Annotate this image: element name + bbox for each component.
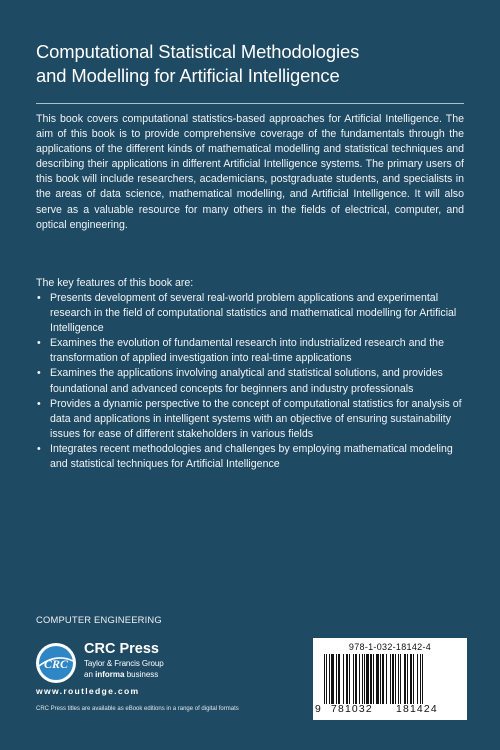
isbn-number: 978-1-032-18142-4 xyxy=(348,642,432,652)
barcode-bar xyxy=(338,654,340,704)
barcode-digit-group-2: 181424 xyxy=(396,704,438,715)
barcode-bar xyxy=(376,654,379,704)
publisher-business xyxy=(84,670,158,679)
feature-item: • Examines the applications involving analytical and statistical solutions, and provides foundational and advanced concepts for beginners and industry professionals xyxy=(36,366,464,396)
publisher-name: CRC Press xyxy=(84,641,159,657)
barcode-bar xyxy=(359,654,360,704)
barcode-bar xyxy=(355,654,357,704)
business-brand: informa xyxy=(95,670,125,679)
barcode-bar xyxy=(395,654,396,704)
barcode-bar xyxy=(420,654,421,704)
ebook-note: CRC Press titles are available as eBook editions in a range of digital formats xyxy=(36,706,239,712)
barcode-bar xyxy=(362,654,363,704)
title-line-2: and Modelling for Artificial Intelligence xyxy=(36,65,340,86)
subject-category: COMPUTER ENGINEERING xyxy=(36,614,162,625)
barcode-bar xyxy=(343,654,344,704)
publisher-website: www.routledge.com xyxy=(36,686,140,696)
barcode-bar xyxy=(390,654,391,704)
barcode-bar xyxy=(373,654,374,704)
barcode-bar xyxy=(410,654,412,704)
barcode-bar xyxy=(349,654,350,704)
barcode-bar xyxy=(417,654,418,704)
barcode-bar xyxy=(392,654,394,704)
barcode-bar xyxy=(407,654,408,704)
barcode-bar xyxy=(400,654,401,704)
barcode-bar xyxy=(353,654,354,704)
barcode-bar xyxy=(404,654,406,704)
barcode-bars xyxy=(322,654,458,704)
barcode-bar xyxy=(331,654,334,704)
barcode-bar xyxy=(336,654,337,704)
barcode-bar xyxy=(364,654,365,704)
barcode-bar xyxy=(324,654,325,704)
barcode-bar xyxy=(386,654,387,704)
barcode-bar xyxy=(329,654,330,704)
book-title xyxy=(36,40,456,88)
feature-item: • Presents development of several real-world problem applications and experimental research in the field of computational statistics and mathematical modelling for Artificial Intelligence xyxy=(36,291,464,336)
feature-item: • Integrates recent methodologies and challenges by employing mathematical modeling and statistical techniques for Artificial Intelligence xyxy=(36,442,464,472)
barcode-bar xyxy=(370,654,372,704)
isbn-barcode xyxy=(313,638,467,720)
barcode-bar xyxy=(398,654,399,704)
feature-item: • Provides a dynamic perspective to the concept of computational statistics for analysis of data and applications in intelligent systems with an objective of ensuring sustainability issues for ease of different stakeholders in various fields xyxy=(36,397,464,442)
crc-logo-text: CRC xyxy=(43,657,69,671)
business-suffix: business xyxy=(126,670,159,679)
barcode-digit-group-1: 781032 xyxy=(331,704,373,715)
features-list xyxy=(36,291,464,472)
barcode-bar xyxy=(382,654,384,704)
book-description: This book covers computational statistics-based approaches for Artificial Intelligence. The aim of this book is to provide comprehensive coverage of the fundamentals through the applications of the different kinds of mathematical modelling and statistical techniques and describing their applications in different Artificial Intelligence systems. The primary users of this book will include researchers, academicians, postgraduate students, and specialists in the areas of data science, mathematical modelling, and Artificial Intelligence. It will also serve as a valuable resource for many others in the fields of electrical, computer, and optical engineering. xyxy=(36,113,464,231)
barcode-bar xyxy=(326,654,327,704)
barcode-digit-first: 9 xyxy=(315,704,321,715)
feature-item: • Examines the evolution of fundamental research into industrialized research and the transformation of applied investigation into real-time applications xyxy=(36,336,464,366)
barcode-bar xyxy=(380,654,381,704)
crc-logo-icon xyxy=(34,641,78,685)
features-intro: The key features of this book are: xyxy=(36,277,194,289)
publisher-logo xyxy=(34,641,234,685)
barcode-bar xyxy=(366,654,369,704)
title-divider xyxy=(36,103,464,104)
barcode-bar xyxy=(413,654,414,704)
business-prefix: an xyxy=(84,670,93,679)
barcode-bar xyxy=(422,654,423,704)
title-line-1: Computational Statistical Methodologies xyxy=(36,41,360,62)
publisher-imprint: Taylor & Francis Group xyxy=(84,659,164,668)
barcode-bar xyxy=(346,654,348,704)
